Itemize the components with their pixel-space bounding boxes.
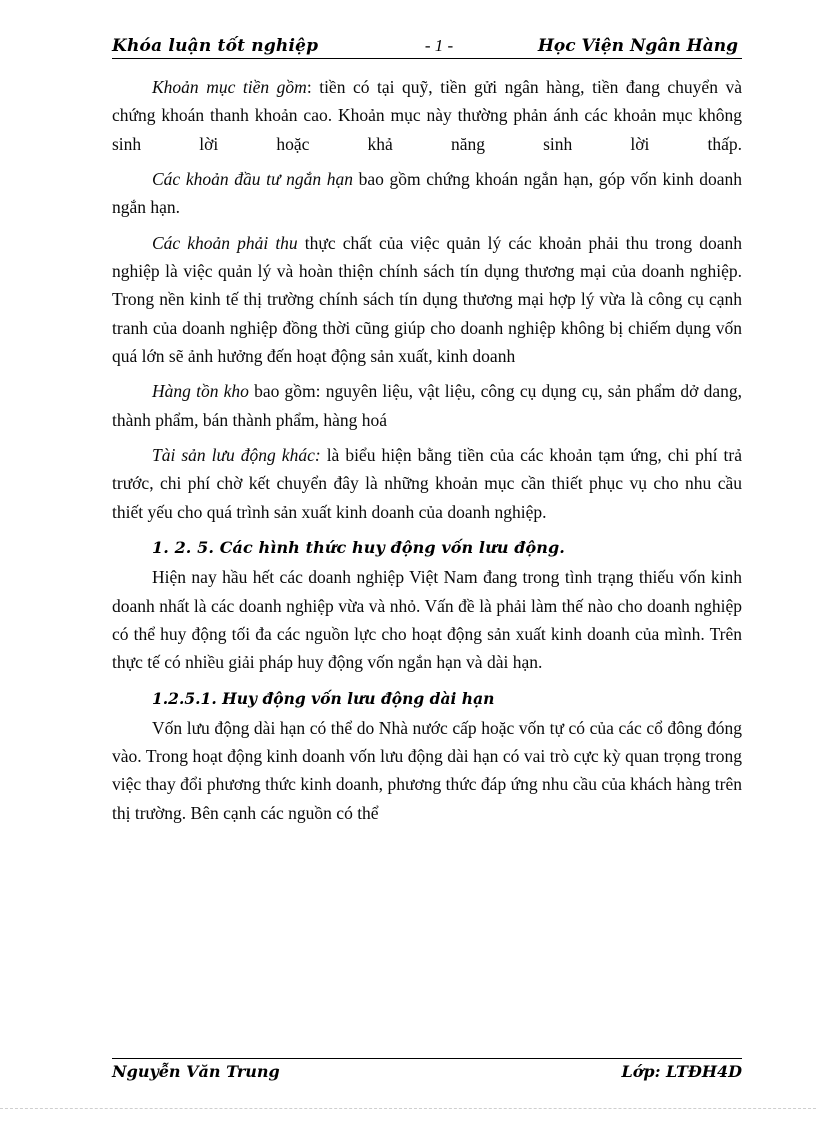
- paragraph-lead-in: Hàng tồn kho: [152, 381, 249, 402]
- page-bottom-divider: [0, 1108, 816, 1109]
- section-heading-1-2-5: 1. 2. 5. Các hình thức huy động vốn lưu động.: [152, 538, 565, 558]
- header-page-number: - 1 -: [424, 36, 454, 55]
- paragraph-lead-in: Các khoản phải thu: [152, 232, 298, 253]
- paragraph-tai-san-luu-dong-khac: [112, 441, 742, 526]
- paragraph-hang-ton-kho: [112, 377, 742, 434]
- paragraph-text: : tiền có tại quỹ, tiền gửi ngân hàng, tiền đang chuyển và chứng khoán thanh khoản cao. Khoản mục này thường phản ánh các khoản mục không sinh lời hoặc khả năng sinh lời thấp.: [112, 77, 742, 154]
- paragraph-text: là biểu hiện bằng tiền của các khoản tạm ứng, chi phí trả trước, chi phí chờ kết chuyển đây là những khoản mục cần thiết phục vụ cho nhu cầu thiết yếu cho quá trình sản xuất kinh doanh của doanh nghiệp.: [112, 445, 742, 522]
- paragraph-text: bao gồm chứng khoán ngắn hạn, góp vốn kinh doanh ngắn hạn.: [112, 169, 742, 218]
- footer-class-label: Lớp: LTĐH4D: [621, 1062, 742, 1081]
- footer-author-name: Nguyễn Văn Trung: [112, 1062, 280, 1081]
- paragraph-hien-nay: Hiện nay hầu hết các doanh nghiệp Việt Nam đang trong tình trạng thiếu vốn kinh doanh nhất là các doanh nghiệp vừa và nhỏ. Vấn đề là phải làm thế nào cho doanh nghiệp có thể huy động tối đa các nguồn lực cho hoạt động sản xuất kinh doanh của mình. Trên thực tế có nhiều giải pháp huy động vốn ngắn hạn và dài hạn.: [112, 567, 742, 673]
- page-content: [112, 36, 742, 834]
- paragraph-dau-tu-ngan-han: [112, 165, 742, 222]
- paragraph-von-luu-dong-dai-han: Vốn lưu động dài hạn có thể do Nhà nước cấp hoặc vốn tự có của các cổ đông đóng vào. Trong hoạt động kinh doanh vốn lưu động dài hạn có vai trò cực kỳ quan trọng trong việc thay đổi phương thức kinh doanh, phương thức đáp ứng nhu cầu của khách hàng trên thị trường. Bên cạnh các nguồn có thể: [112, 717, 742, 823]
- paragraph-text: thực chất của việc quản lý các khoản phải thu trong doanh nghiệp là việc quản lý và hoàn thiện chính sách tín dụng thương mại của doanh nghiệp. Trong nền kinh tế thị trường chính sách tín dụng thương mại hợp lý vừa là công cụ cạnh tranh của doanh nghiệp đồng thời cũng giúp cho doanh nghiệp không bị chiếm dụng vốn quá lớn sẽ ảnh hưởng đến hoạt động sản xuất, kinh doanh: [112, 232, 743, 367]
- paragraph-text: bao gồm: nguyên liệu, vật liệu, công cụ dụng cụ, sản phẩm dở dang, thành phẩm, bán thành phẩm, hàng hoá: [112, 381, 742, 430]
- page-footer: [112, 1058, 742, 1081]
- document-body: [112, 73, 742, 827]
- page-header: [112, 36, 742, 59]
- header-left-title: Khóa luận tốt nghiệp: [112, 36, 319, 56]
- paragraph-lead-in: Tài sản lưu động khác:: [152, 445, 321, 466]
- paragraph-lead-in: Khoản mục tiền gồm: [152, 77, 307, 97]
- paragraph-phai-thu: [112, 229, 742, 371]
- paragraph-lead-in: Các khoản đầu tư ngắn hạn: [152, 169, 354, 190]
- header-right-institution: Học Viện Ngân Hàng: [537, 36, 738, 56]
- paragraph-tien: [112, 73, 742, 158]
- section-heading-1-2-5-1: 1.2.5.1. Huy động vốn lưu động dài hạn: [152, 688, 495, 708]
